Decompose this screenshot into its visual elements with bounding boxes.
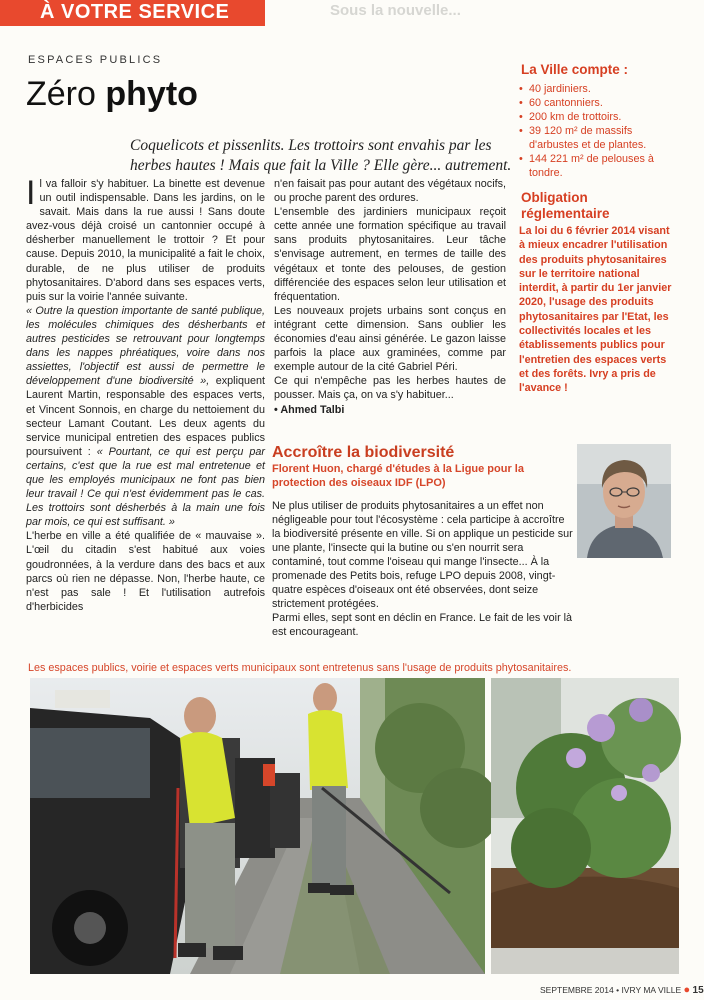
sidebar-item: • 144 221 m² de pelouses à tondre. — [517, 152, 675, 180]
drop-cap: I — [26, 174, 36, 212]
article-author: • Ahmed Talbi — [274, 403, 345, 416]
biodiversity-paragraph-2: Parmi elles, sept sont en déclin en France. Le fait de les voir là est encourageant. — [272, 612, 573, 638]
section-label: À VOTRE SERVICE — [40, 1, 230, 23]
col2-paragraph-1: n'en faisait pas pour autant des végétaux nocifs, ou proche parent des ordures. — [274, 178, 506, 205]
biodiversity-paragraph-1: Ne plus utiliser de produits phytosanitaires a un effet non négligeable pour tout l'écosystème : cela participe à accroître la biodiversité présente en ville. Si on applique un pesticide sur une plante, l'insecte qui la butine ou s'en nourrit sera contaminé, tout comme l'oiseau qui mange l'insecte... À la promenade des Petits bois, refuge LPO depuis 2008, vingt-quatre espèces d'oiseaux ont été observées, dont seize strictement protégées. — [272, 500, 573, 610]
col1-quote-1: « Outre la question importante de santé publique, les molécules chimiques des désherbants et autres pesticides se retrouvant pour longtemps dans les nappes phréatiques, voire dans nos assiettes, l'objectif est aussi de permettre le développement d'une biodiversité », — [26, 304, 265, 388]
article-kicker: ESPACES PUBLICS — [28, 54, 163, 66]
title-bold: phyto — [105, 75, 198, 113]
article-lead: Coquelicots et pissenlits. Les trottoirs sont envahis par les herbes hautes ! Mais que fait la Ville ? Elle gère... autrement. — [130, 137, 512, 174]
sidebar-item: • 200 km de trottoirs. — [517, 110, 675, 124]
sidebar-title: La Ville compte : — [521, 62, 629, 77]
sidebar-item: • 39 120 m² de massifs d'arbustes et de plantes. — [517, 124, 675, 152]
footer-dot-icon: ● — [683, 984, 691, 996]
biodiversity-subtitle: Florent Huon, chargé d'études à la Ligue pour la protection des oiseaux IDF (LPO) — [272, 463, 524, 489]
regulation-text: La loi du 6 février 2014 visant à mieux encadrer l'utilisation des produits phytosanitaires sur le territoire national interdit, à partir du 1er janvier 2020, l'usage des produits phytosanitaires par l'Etat, les collectivités locales et les établissements publics pour l'entretien des espaces verts et des forêts. Ivry a pris de l'avance ! — [519, 225, 672, 395]
article-column-2 — [274, 177, 506, 417]
footer-magazine: IVRY MA VILLE — [621, 985, 682, 995]
article-column-1 — [26, 174, 266, 614]
regulation-title: Obligation réglementaire — [521, 190, 610, 221]
sidebar-item: • 60 cantonniers. — [517, 96, 675, 110]
sidebar-item: • 40 jardiniers. — [517, 82, 675, 96]
title-light: Zéro — [26, 75, 96, 113]
col2-paragraph-2: L'ensemble des jardiniers municipaux reçoit cette année une formation spécifique au travail sans produits phytosanitaires. Leur tâche s'envisage autrement, en termes de taille des végétaux et tonte des pelouses, de gestion différenciée des espaces selon leur utilisation et fréquentation. — [274, 206, 506, 303]
photo-caption: Les espaces publics, voirie et espaces verts municipaux sont entretenus sans l'usage de produits phytosanitaires. — [28, 662, 572, 674]
col2-paragraph-3: Les nouveaux projets urbains sont conçus en intégrant cette dimension. Sans oublier les économies d'eau ainsi générée. Le gazon laisse parfois la place aux graminées, comme par exemple autour de la cité Gabriel Péri. — [274, 304, 506, 374]
sidebar-list — [517, 82, 675, 180]
street-workers-photo — [30, 678, 485, 974]
col1-quote-2: « Pourtant, ce qui est perçu par certains, c'est que la rue est mal entretenue et que les employés municipaux ne font pas bien leur travail ! Ce qui n'est évidemment pas le cas. Les trottoirs sont désherbés à la main une fois par mois, ce qui est suffisant. » — [26, 445, 265, 529]
footer-issue: SEPTEMBRE 2014 — [540, 985, 614, 995]
col2-paragraph-4: Ce qui n'empêche pas les herbes hautes de pousser. Mais ça, on va s'y habituer... — [274, 375, 506, 402]
biodiversity-title: Accroître la biodiversité — [272, 444, 455, 461]
biodiversity-body — [272, 499, 574, 639]
col1-paragraph-3: L'herbe en ville a été qualifiée de « mauvaise ». L'œil du citadin s'est habitué aux voies goudronnées, à la verdure dans des bacs et aux parcs où rien ne dépasse. Non, l'herbe haute, ce n'est pas sale ! Et l'utilisation autrefois d'herbicides — [26, 530, 265, 613]
col1-paragraph-1: l va falloir s'y habituer. La binette est devenue un outil indispensable. Dans les jardins, on le savait. Mais dans la rue aussi ! Sans doute avez-vous déjà croisé un cantonnier occupé à désherber manuellement le trottoir ? Et pour cause. Depuis 2010, la municipalité a fait le choix, durable, de ne plus utiliser de produits phytosanitaires. D'abord dans ses espaces verts, puis sur la voirie l'année suivante. — [26, 178, 265, 303]
col1-paragraph-2: expliquent Laurent Martin, responsable des espaces verts, et Vincent Sonnois, en charge du nettoiement du secteur Lamant Coutant. Les deux agents du service municipal entretien des espaces publics poursuivent : — [26, 375, 266, 458]
ghost-header-text: Sous la nouvelle... — [330, 2, 461, 19]
footer-separator: • — [616, 985, 620, 995]
page-number: 15 — [692, 985, 704, 996]
portrait-photo — [577, 444, 671, 558]
page-footer — [540, 984, 704, 996]
flower-bed-photo — [491, 678, 679, 974]
article-title — [26, 74, 198, 114]
sidebar-facts — [517, 62, 675, 396]
